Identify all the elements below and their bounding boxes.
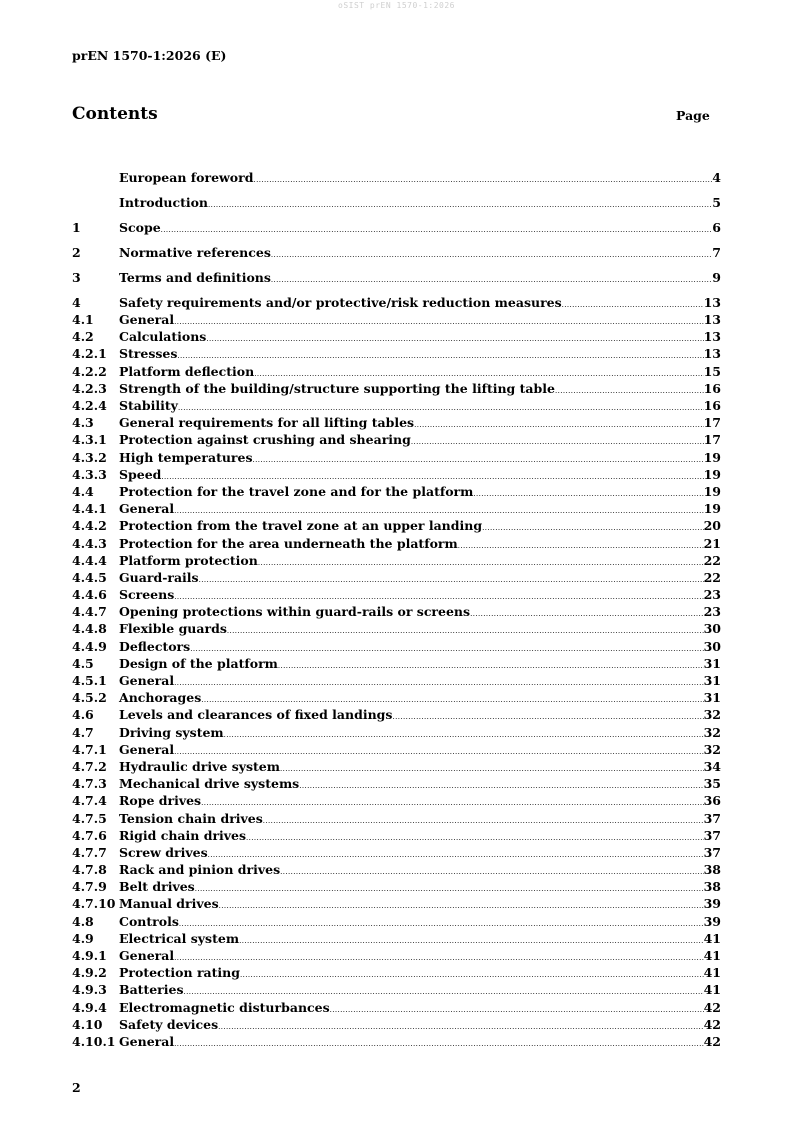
toc-entry[interactable] [72, 639, 721, 656]
toc-dot-leader [562, 301, 704, 309]
page-column-heading: Page [676, 108, 710, 123]
toc-entry-title: Mechanical drive systems [119, 776, 300, 792]
toc-dot-leader [195, 885, 704, 893]
toc-entry[interactable] [72, 725, 721, 742]
toc-entry-page: 30 [703, 638, 721, 654]
toc-dot-leader [458, 542, 704, 550]
toc-entry-title: Levels and clearances of fixed landings [119, 707, 393, 723]
toc-dot-leader [271, 251, 712, 259]
toc-entry-page: 7 [712, 244, 721, 260]
toc-entry[interactable] [72, 220, 721, 237]
toc-entry-title: Tension chain drives [119, 810, 263, 826]
toc-entry[interactable] [72, 536, 721, 553]
toc-entry-number: 4.5.2 [72, 690, 107, 706]
toc-entry-page: 5 [712, 194, 721, 210]
toc-entry[interactable] [72, 295, 721, 312]
toc-entry-number: 4.9.3 [72, 982, 107, 998]
toc-entry-title: Normative references [119, 244, 271, 260]
toc-entry-page: 32 [703, 741, 721, 757]
toc-entry-page: 21 [703, 535, 721, 551]
toc-entry-number: 4.3.3 [72, 466, 107, 482]
toc-entry-title: Speed [119, 466, 162, 482]
toc-entry[interactable] [72, 656, 721, 673]
toc-entry[interactable] [72, 673, 721, 690]
toc-entry[interactable] [72, 398, 721, 415]
toc-entry-page: 38 [703, 862, 721, 878]
toc-entry-number: 4.7.4 [72, 793, 107, 809]
toc-dot-leader [174, 954, 703, 962]
toc-entry-page: 19 [703, 501, 721, 517]
toc-entry-page: 30 [703, 621, 721, 637]
toc-entry-title: Safety requirements and/or protective/risk reduction measures [119, 294, 562, 310]
toc-entry-number: 4.10 [72, 1016, 103, 1032]
toc-entry[interactable] [72, 364, 721, 381]
toc-entry-number: 4.4 [72, 483, 94, 499]
toc-entry-title: Rack and pinion drives [119, 862, 281, 878]
toc-entry-title: Screw drives [119, 844, 208, 860]
toc-dot-leader [208, 201, 712, 209]
toc-entry[interactable] [72, 1000, 721, 1017]
toc-entry-page: 34 [703, 758, 721, 774]
toc-entry-page: 13 [703, 329, 721, 345]
toc-entry-title: Safety devices [119, 1016, 219, 1032]
toc-dot-leader [299, 782, 703, 790]
toc-dot-leader [177, 352, 703, 360]
toc-entry-page: 32 [703, 724, 721, 740]
toc-entry-page: 38 [703, 879, 721, 895]
toc-entry-page: 41 [703, 965, 721, 981]
toc-entry-title: General [119, 741, 175, 757]
toc-entry-page: 41 [703, 930, 721, 946]
toc-entry[interactable] [72, 195, 721, 212]
toc-entry-page: 42 [703, 1016, 721, 1032]
toc-entry-page: 37 [703, 810, 721, 826]
toc-dot-leader [278, 662, 704, 670]
toc-entry-page: 41 [703, 948, 721, 964]
toc-entry[interactable] [72, 982, 721, 999]
toc-dot-leader [253, 456, 704, 464]
toc-entry-number: 1 [72, 219, 81, 235]
toc-entry-title: Anchorages [119, 690, 202, 706]
toc-entry-page: 31 [703, 673, 721, 689]
toc-entry[interactable] [72, 845, 721, 862]
toc-entry[interactable] [72, 811, 721, 828]
toc-entry-number: 4.4.3 [72, 535, 107, 551]
toc-entry[interactable] [72, 329, 721, 346]
toc-dot-leader [184, 988, 704, 996]
toc-entry-number: 4.4.8 [72, 621, 107, 637]
toc-entry-number: 4.2.3 [72, 380, 107, 396]
toc-dot-leader [280, 765, 704, 773]
toc-entry-number: 4.3 [72, 415, 94, 431]
toc-entry-number: 4.7.10 [72, 896, 116, 912]
toc-entry-title: European foreword [119, 170, 254, 185]
toc-entry-number: 4.4.7 [72, 604, 107, 620]
toc-entry-number: 4.5.1 [72, 673, 107, 689]
toc-entry-number: 4.7.9 [72, 879, 107, 895]
toc-entry-page: 42 [703, 1033, 721, 1049]
toc-entry-title: Rope drives [119, 793, 202, 809]
toc-entry[interactable] [72, 914, 721, 931]
table-of-contents [72, 170, 721, 1051]
toc-entry-number: 4.3.2 [72, 449, 107, 465]
toc-entry-number: 4.4.1 [72, 501, 107, 517]
toc-entry-title: Deflectors [119, 638, 191, 654]
toc-entry-page: 41 [703, 982, 721, 998]
toc-entry[interactable] [72, 170, 721, 187]
toc-dot-leader [414, 421, 704, 429]
toc-entry[interactable] [72, 879, 721, 896]
toc-entry-number: 4.2.2 [72, 363, 107, 379]
toc-entry[interactable] [72, 467, 721, 484]
toc-dot-leader [263, 817, 704, 825]
toc-entry-number: 4.2.1 [72, 346, 107, 362]
toc-entry-title: Guard-rails [119, 569, 199, 585]
toc-dot-leader [330, 1006, 704, 1014]
toc-entry-title: Belt drives [119, 879, 195, 895]
toc-dot-leader [201, 799, 703, 807]
toc-entry[interactable] [72, 484, 721, 501]
watermark: oSIST prEN 1570-1:2026 [338, 1, 455, 10]
toc-entry-page: 31 [703, 690, 721, 706]
toc-entry-number: 4.7.5 [72, 810, 107, 826]
toc-entry[interactable] [72, 604, 721, 621]
toc-entry-title: Terms and definitions [119, 269, 271, 285]
page-title: Contents [72, 104, 158, 124]
toc-dot-leader [179, 920, 704, 928]
toc-entry-number: 4.6 [72, 707, 94, 723]
toc-entry-title: Protection for the area underneath the platform [119, 535, 458, 551]
toc-dot-leader [253, 176, 712, 184]
toc-entry-page: 37 [703, 827, 721, 843]
toc-dot-leader [178, 404, 704, 412]
toc-entry-number: 4.7.6 [72, 827, 107, 843]
toc-entry-page: 16 [703, 380, 721, 396]
toc-dot-leader [240, 971, 704, 979]
toc-dot-leader [201, 696, 703, 704]
toc-entry-page: 35 [703, 776, 721, 792]
toc-entry-title: High temperatures [119, 449, 253, 465]
toc-entry-title: Electrical system [119, 930, 240, 946]
toc-entry-number: 4.4.4 [72, 552, 107, 568]
toc-entry-title: General [119, 312, 175, 328]
toc-entry-page: 16 [703, 398, 721, 414]
toc-entry[interactable] [72, 828, 721, 845]
toc-entry-title: Platform deflection [119, 363, 255, 379]
toc-entry-number: 4.7.1 [72, 741, 107, 757]
toc-entry-page: 39 [703, 896, 721, 912]
toc-entry-page: 22 [703, 552, 721, 568]
toc-entry-number: 2 [72, 244, 81, 260]
toc-entry-title: Batteries [119, 982, 184, 998]
toc-entry-page: 4 [712, 170, 721, 185]
toc-dot-leader [174, 593, 703, 601]
toc-entry-number: 4.4.6 [72, 587, 107, 603]
toc-entry-number: 4.7.3 [72, 776, 107, 792]
toc-entry-page: 31 [703, 655, 721, 671]
toc-entry-page: 19 [703, 483, 721, 499]
toc-entry-title: General [119, 948, 175, 964]
toc-dot-leader [411, 438, 704, 446]
toc-entry[interactable] [72, 553, 721, 570]
toc-entry[interactable] [72, 312, 721, 329]
toc-entry[interactable] [72, 1034, 721, 1051]
toc-entry-title: Manual drives [119, 896, 219, 912]
toc-entry-title: Platform protection [119, 552, 258, 568]
toc-entry-title: Driving system [119, 724, 224, 740]
toc-entry-title: Electromagnetic disturbances [119, 999, 330, 1015]
toc-dot-leader [280, 868, 703, 876]
toc-entry[interactable] [72, 346, 721, 363]
toc-entry-number: 4.7 [72, 724, 94, 740]
document-id: prEN 1570-1:2026 (E) [72, 48, 227, 63]
toc-entry-number: 4.10.1 [72, 1033, 116, 1049]
toc-entry-page: 22 [703, 569, 721, 585]
toc-entry[interactable] [72, 270, 721, 287]
toc-entry-number: 4.7.2 [72, 758, 107, 774]
toc-entry-page: 23 [703, 587, 721, 603]
toc-entry-page: 15 [703, 363, 721, 379]
toc-entry[interactable] [72, 450, 721, 467]
toc-entry-title: Rigid chain drives [119, 827, 247, 843]
toc-entry[interactable] [72, 707, 721, 724]
toc-entry-page: 19 [703, 449, 721, 465]
toc-entry[interactable] [72, 690, 721, 707]
toc-entry[interactable] [72, 776, 721, 793]
toc-dot-leader [161, 226, 713, 234]
toc-entry-page: 17 [703, 415, 721, 431]
toc-entry[interactable] [72, 948, 721, 965]
toc-entry[interactable] [72, 415, 721, 432]
toc-entry-page: 9 [712, 269, 721, 285]
toc-dot-leader [271, 276, 712, 284]
toc-entry-page: 13 [703, 312, 721, 328]
toc-entry-title: Design of the platform [119, 655, 278, 671]
toc-entry-title: General [119, 1033, 175, 1049]
toc-entry-page: 37 [703, 844, 721, 860]
toc-entry-page: 13 [703, 294, 721, 310]
toc-dot-leader [224, 731, 704, 739]
toc-dot-leader [199, 576, 704, 584]
toc-entry[interactable] [72, 793, 721, 810]
toc-entry[interactable] [72, 587, 721, 604]
toc-entry-number: 4.2 [72, 329, 94, 345]
toc-entry[interactable] [72, 759, 721, 776]
toc-entry-title: Protection against crushing and shearing [119, 432, 411, 448]
toc-entry-number: 4.4.5 [72, 569, 107, 585]
toc-entry-number: 4.4.2 [72, 518, 107, 534]
toc-entry-page: 23 [703, 604, 721, 620]
toc-entry-title: Scope [119, 219, 161, 235]
toc-entry-title: General requirements for all lifting tables [119, 415, 415, 431]
toc-entry-number: 4.9 [72, 930, 94, 946]
toc-entry-title: Protection rating [119, 965, 240, 981]
toc-entry[interactable] [72, 742, 721, 759]
toc-entry[interactable] [72, 570, 721, 587]
toc-dot-leader [470, 610, 704, 618]
toc-entry-page: 6 [712, 219, 721, 235]
toc-dot-leader [239, 937, 704, 945]
toc-entry-number: 4.2.4 [72, 398, 107, 414]
toc-entry-title: Protection from the travel zone at an upper landing [119, 518, 483, 534]
toc-dot-leader [206, 335, 703, 343]
toc-dot-leader [473, 490, 703, 498]
toc-entry[interactable] [72, 862, 721, 879]
toc-entry[interactable] [72, 621, 721, 638]
toc-dot-leader [254, 370, 703, 378]
toc-entry[interactable] [72, 1017, 721, 1034]
toc-entry-page: 42 [703, 999, 721, 1015]
toc-dot-leader [190, 645, 703, 653]
toc-dot-leader [208, 851, 704, 859]
toc-entry-page: 36 [703, 793, 721, 809]
toc-entry-number: 4.1 [72, 312, 94, 328]
toc-dot-leader [174, 1040, 703, 1048]
toc-entry-title: Opening protections within guard-rails or screens [119, 604, 471, 620]
toc-entry-number: 4.5 [72, 655, 94, 671]
toc-entry-number: 4.4.9 [72, 638, 107, 654]
toc-entry-title: General [119, 673, 175, 689]
toc-entry-number: 4.9.1 [72, 948, 107, 964]
toc-entry-number: 4.3.1 [72, 432, 107, 448]
toc-entry-number: 4.9.4 [72, 999, 107, 1015]
toc-entry[interactable] [72, 245, 721, 262]
toc-entry-title: Hydraulic drive system [119, 758, 280, 774]
page-number: 2 [72, 1080, 81, 1095]
toc-entry-number: 4.7.7 [72, 844, 107, 860]
toc-dot-leader [174, 318, 703, 326]
toc-entry-number: 3 [72, 269, 81, 285]
toc-entry[interactable] [72, 381, 721, 398]
toc-entry-number: 4.9.2 [72, 965, 107, 981]
toc-dot-leader [161, 473, 703, 481]
toc-entry-title: Flexible guards [119, 621, 227, 637]
toc-entry-title: General [119, 501, 175, 517]
toc-entry[interactable] [72, 965, 721, 982]
toc-entry-page: 17 [703, 432, 721, 448]
toc-dot-leader [246, 834, 704, 842]
toc-dot-leader [392, 713, 703, 721]
toc-entry-title: Protection for the travel zone and for the platform [119, 483, 474, 499]
toc-dot-leader [258, 559, 704, 567]
toc-dot-leader [218, 1023, 703, 1031]
toc-entry-title: Stability [119, 398, 178, 414]
toc-entry-page: 39 [703, 913, 721, 929]
toc-entry-page: 20 [703, 518, 721, 534]
toc-entry-title: Screens [119, 587, 175, 603]
toc-dot-leader [227, 627, 704, 635]
toc-entry-title: Stresses [119, 346, 178, 362]
toc-dot-leader [174, 679, 703, 687]
toc-entry[interactable] [72, 931, 721, 948]
toc-dot-leader [174, 507, 703, 515]
toc-entry-title: Introduction [119, 194, 209, 210]
toc-dot-leader [174, 748, 703, 756]
toc-entry-title: Strength of the building/structure supporting the lifting table [119, 380, 555, 396]
toc-entry-page: 19 [703, 466, 721, 482]
toc-dot-leader [482, 524, 704, 532]
toc-entry-number: 4.7.8 [72, 862, 107, 878]
toc-entry[interactable] [72, 518, 721, 535]
toc-entry-page: 32 [703, 707, 721, 723]
toc-entry-title: Controls [119, 913, 179, 929]
toc-entry[interactable] [72, 432, 721, 449]
toc-dot-leader [219, 902, 704, 910]
toc-entry-page: 13 [703, 346, 721, 362]
toc-entry-number: 4 [72, 294, 81, 310]
toc-entry-title: Calculations [119, 329, 207, 345]
toc-entry[interactable] [72, 896, 721, 913]
toc-entry-number: 4.8 [72, 913, 94, 929]
toc-dot-leader [555, 387, 704, 395]
toc-entry[interactable] [72, 501, 721, 518]
